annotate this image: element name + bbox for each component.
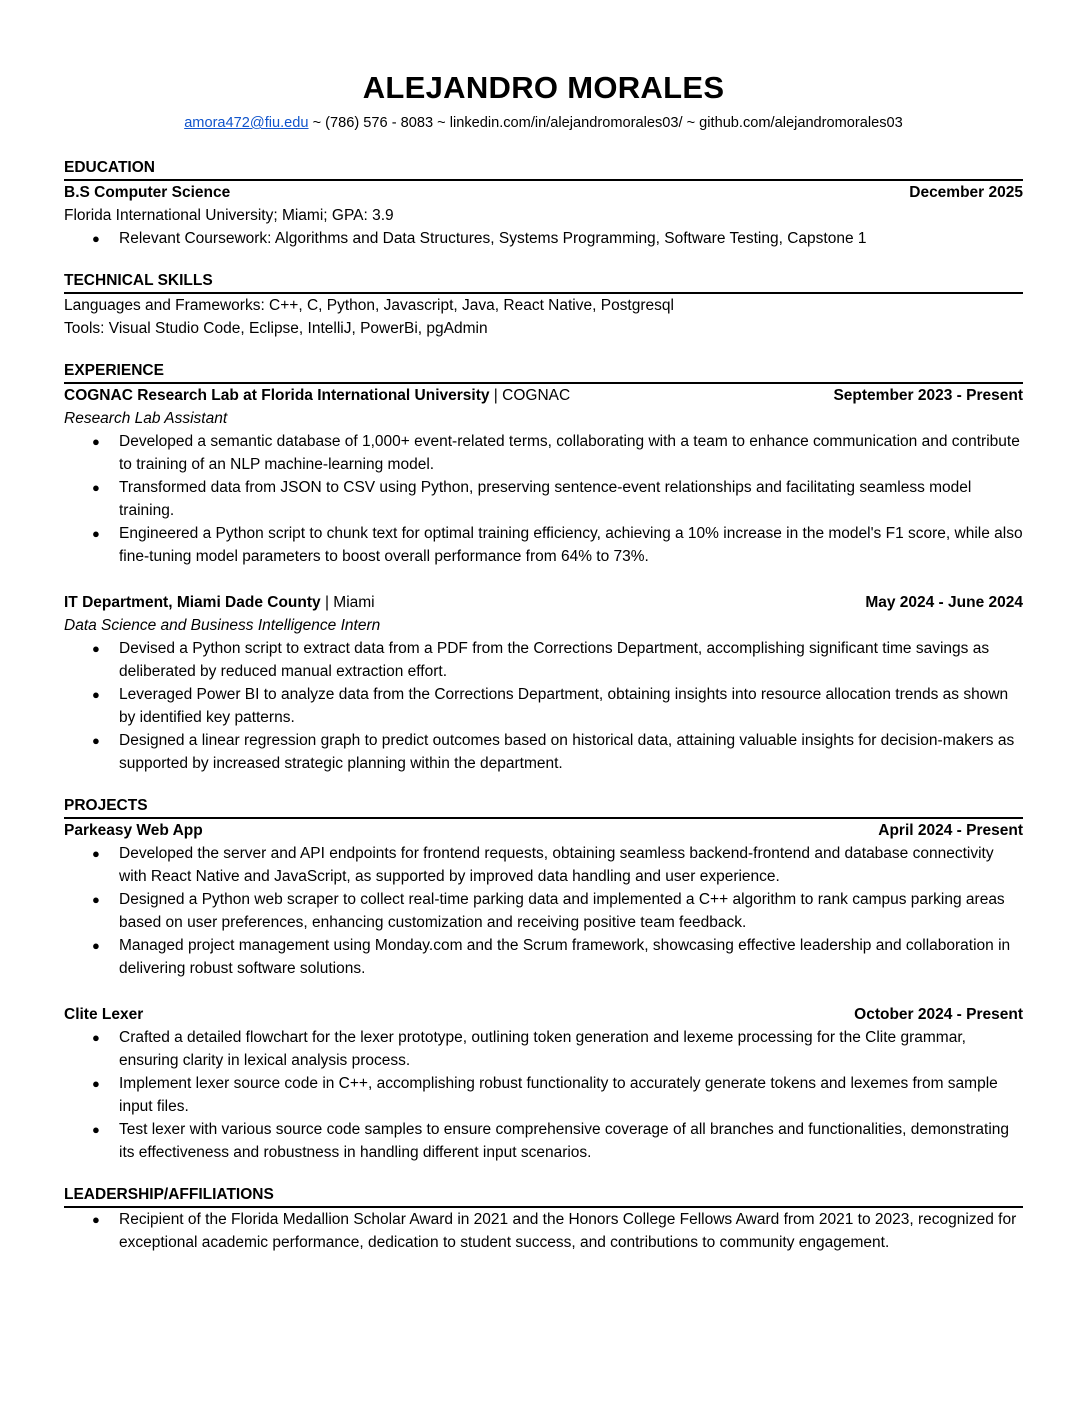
education-date: December 2025 (909, 184, 1023, 201)
skills-section (64, 270, 1023, 340)
job-location: | Miami (320, 594, 375, 611)
list-item: ● Transformed data from JSON to CSV using Python, preserving sentence-event relationships and facilitating seamless model training. (64, 476, 1023, 522)
list-item: ● Leveraged Power BI to analyze data from the Corrections Department, obtaining insights into resource allocation trends as shown by identified key patterns. (64, 683, 1023, 729)
contact-details: ~ (786) 576 - 8083 ~ linkedin.com/in/alejandromorales03/ ~ github.com/alejandromorales03 (308, 115, 903, 131)
contact-line (64, 113, 1023, 133)
job-header-row (64, 591, 1023, 614)
job-header-row (64, 384, 1023, 407)
job-location: | COGNAC (489, 387, 571, 404)
bullet-icon: ● (92, 892, 100, 907)
skills-languages: Languages and Frameworks: C++, C, Python, Javascript, Java, React Native, Postgresql (64, 297, 674, 314)
project-header-row (64, 819, 1023, 842)
section-title-projects: PROJECTS (64, 795, 1023, 819)
list-item: ● Developed the server and API endpoints for frontend requests, obtaining seamless backend-frontend and database connectivity with React Native and JavaScript, as supported by improved data handling and user experience. (64, 842, 1023, 888)
job-entry (64, 384, 1023, 568)
spacer (64, 568, 1023, 591)
project-bullets (64, 842, 1023, 980)
bullet-icon: ● (92, 1076, 100, 1091)
bullet-icon: ● (92, 434, 100, 449)
project-bullets (64, 1026, 1023, 1164)
bullet-icon: ● (92, 733, 100, 748)
job-role: Research Lab Assistant (64, 410, 228, 427)
spacer (64, 980, 1023, 1003)
list-item: ● Recipient of the Florida Medallion Scholar Award in 2021 and the Honors College Fellows Award from 2021 to 2023, recognized for exceptional academic performance, dedication to student success, and contributions to community engagement. (64, 1208, 1023, 1254)
email-link[interactable]: amora472@fiu.edu (184, 115, 309, 131)
degree: B.S Computer Science (64, 184, 231, 201)
project-name: Parkeasy Web App (64, 822, 203, 839)
leadership-bullets (64, 1208, 1023, 1254)
bullet-icon: ● (92, 526, 100, 541)
job-org: COGNAC Research Lab at Florida International University (64, 387, 490, 404)
job-date: May 2024 - June 2024 (865, 594, 1023, 611)
bullet-icon: ● (92, 231, 100, 246)
job-bullets (64, 430, 1023, 568)
job-entry (64, 591, 1023, 775)
job-role: Data Science and Business Intelligence Intern (64, 617, 381, 634)
project-entry (64, 1003, 1023, 1164)
bullet-icon: ● (92, 687, 100, 702)
project-date: April 2024 - Present (878, 822, 1023, 839)
leadership-section (64, 1184, 1023, 1254)
list-item: ● Devised a Python script to extract data from a PDF from the Corrections Department, accomplishing significant time savings as deliberated by reduced manual extraction effort. (64, 637, 1023, 683)
bullet-icon: ● (92, 641, 100, 656)
job-date: September 2023 - Present (833, 387, 1023, 404)
bullet-icon: ● (92, 1030, 100, 1045)
bullet-icon: ● (92, 846, 100, 861)
project-entry (64, 819, 1023, 980)
project-date: October 2024 - Present (854, 1006, 1023, 1023)
job-org: IT Department, Miami Dade County (64, 594, 321, 611)
list-item: ● Managed project management using Monday.com and the Scrum framework, showcasing effective leadership and collaboration in delivering robust software solutions. (64, 934, 1023, 980)
list-item: ● Designed a Python web scraper to collect real-time parking data and implemented a C++ algorithm to rank campus parking areas based on user preferences, enhancing customization and receiving positive team feedback. (64, 888, 1023, 934)
section-title-skills: TECHNICAL SKILLS (64, 270, 1023, 294)
experience-section (64, 360, 1023, 775)
bullet-icon: ● (92, 480, 100, 495)
project-name: Clite Lexer (64, 1006, 144, 1023)
resume-name: ALEJANDRO MORALES (362, 70, 725, 105)
list-item: ● Engineered a Python script to chunk text for optimal training efficiency, achieving a 10% increase in the model's F1 score, while also fine-tuning model parameters to boost overall performance from 64% to 73%. (64, 522, 1023, 568)
resume-page (64, 68, 1023, 1254)
project-header-row (64, 1003, 1023, 1026)
bullet-icon: ● (92, 1122, 100, 1137)
section-title-experience: EXPERIENCE (64, 360, 1023, 384)
bullet-icon: ● (92, 938, 100, 953)
projects-section (64, 795, 1023, 1164)
list-item: ● Designed a linear regression graph to predict outcomes based on historical data, attaining valuable insights for decision-makers as supported by increased strategic planning within the department. (64, 729, 1023, 775)
section-title-leadership: LEADERSHIP/AFFILIATIONS (64, 1184, 1023, 1208)
section-title-education: EDUCATION (64, 157, 1023, 181)
list-item: ● Crafted a detailed flowchart for the lexer prototype, outlining token generation and lexeme processing for the Clite grammar, ensuring clarity in lexical analysis process. (64, 1026, 1023, 1072)
list-item: ● Implement lexer source code in C++, accomplishing robust functionality to accurately generate tokens and lexemes from sample input files. (64, 1072, 1023, 1118)
job-bullets (64, 637, 1023, 775)
education-degree-row (64, 181, 1023, 204)
skills-tools: Tools: Visual Studio Code, Eclipse, IntelliJ, PowerBi, pgAdmin (64, 320, 488, 337)
bullet-icon: ● (92, 1212, 100, 1227)
list-item: ● Test lexer with various source code samples to ensure comprehensive coverage of all branches and functionalities, demonstrating its effectiveness and robustness in handling different input scenarios. (64, 1118, 1023, 1164)
list-item: ● Relevant Coursework: Algorithms and Data Structures, Systems Programming, Software Testing, Capstone 1 (64, 227, 1023, 250)
education-section (64, 157, 1023, 250)
education-bullets (64, 227, 1023, 250)
school: Florida International University; Miami; GPA: 3.9 (64, 207, 394, 224)
list-item: ● Developed a semantic database of 1,000+ event-related terms, collaborating with a team to enhance communication and contribute to training of an NLP machine-learning model. (64, 430, 1023, 476)
